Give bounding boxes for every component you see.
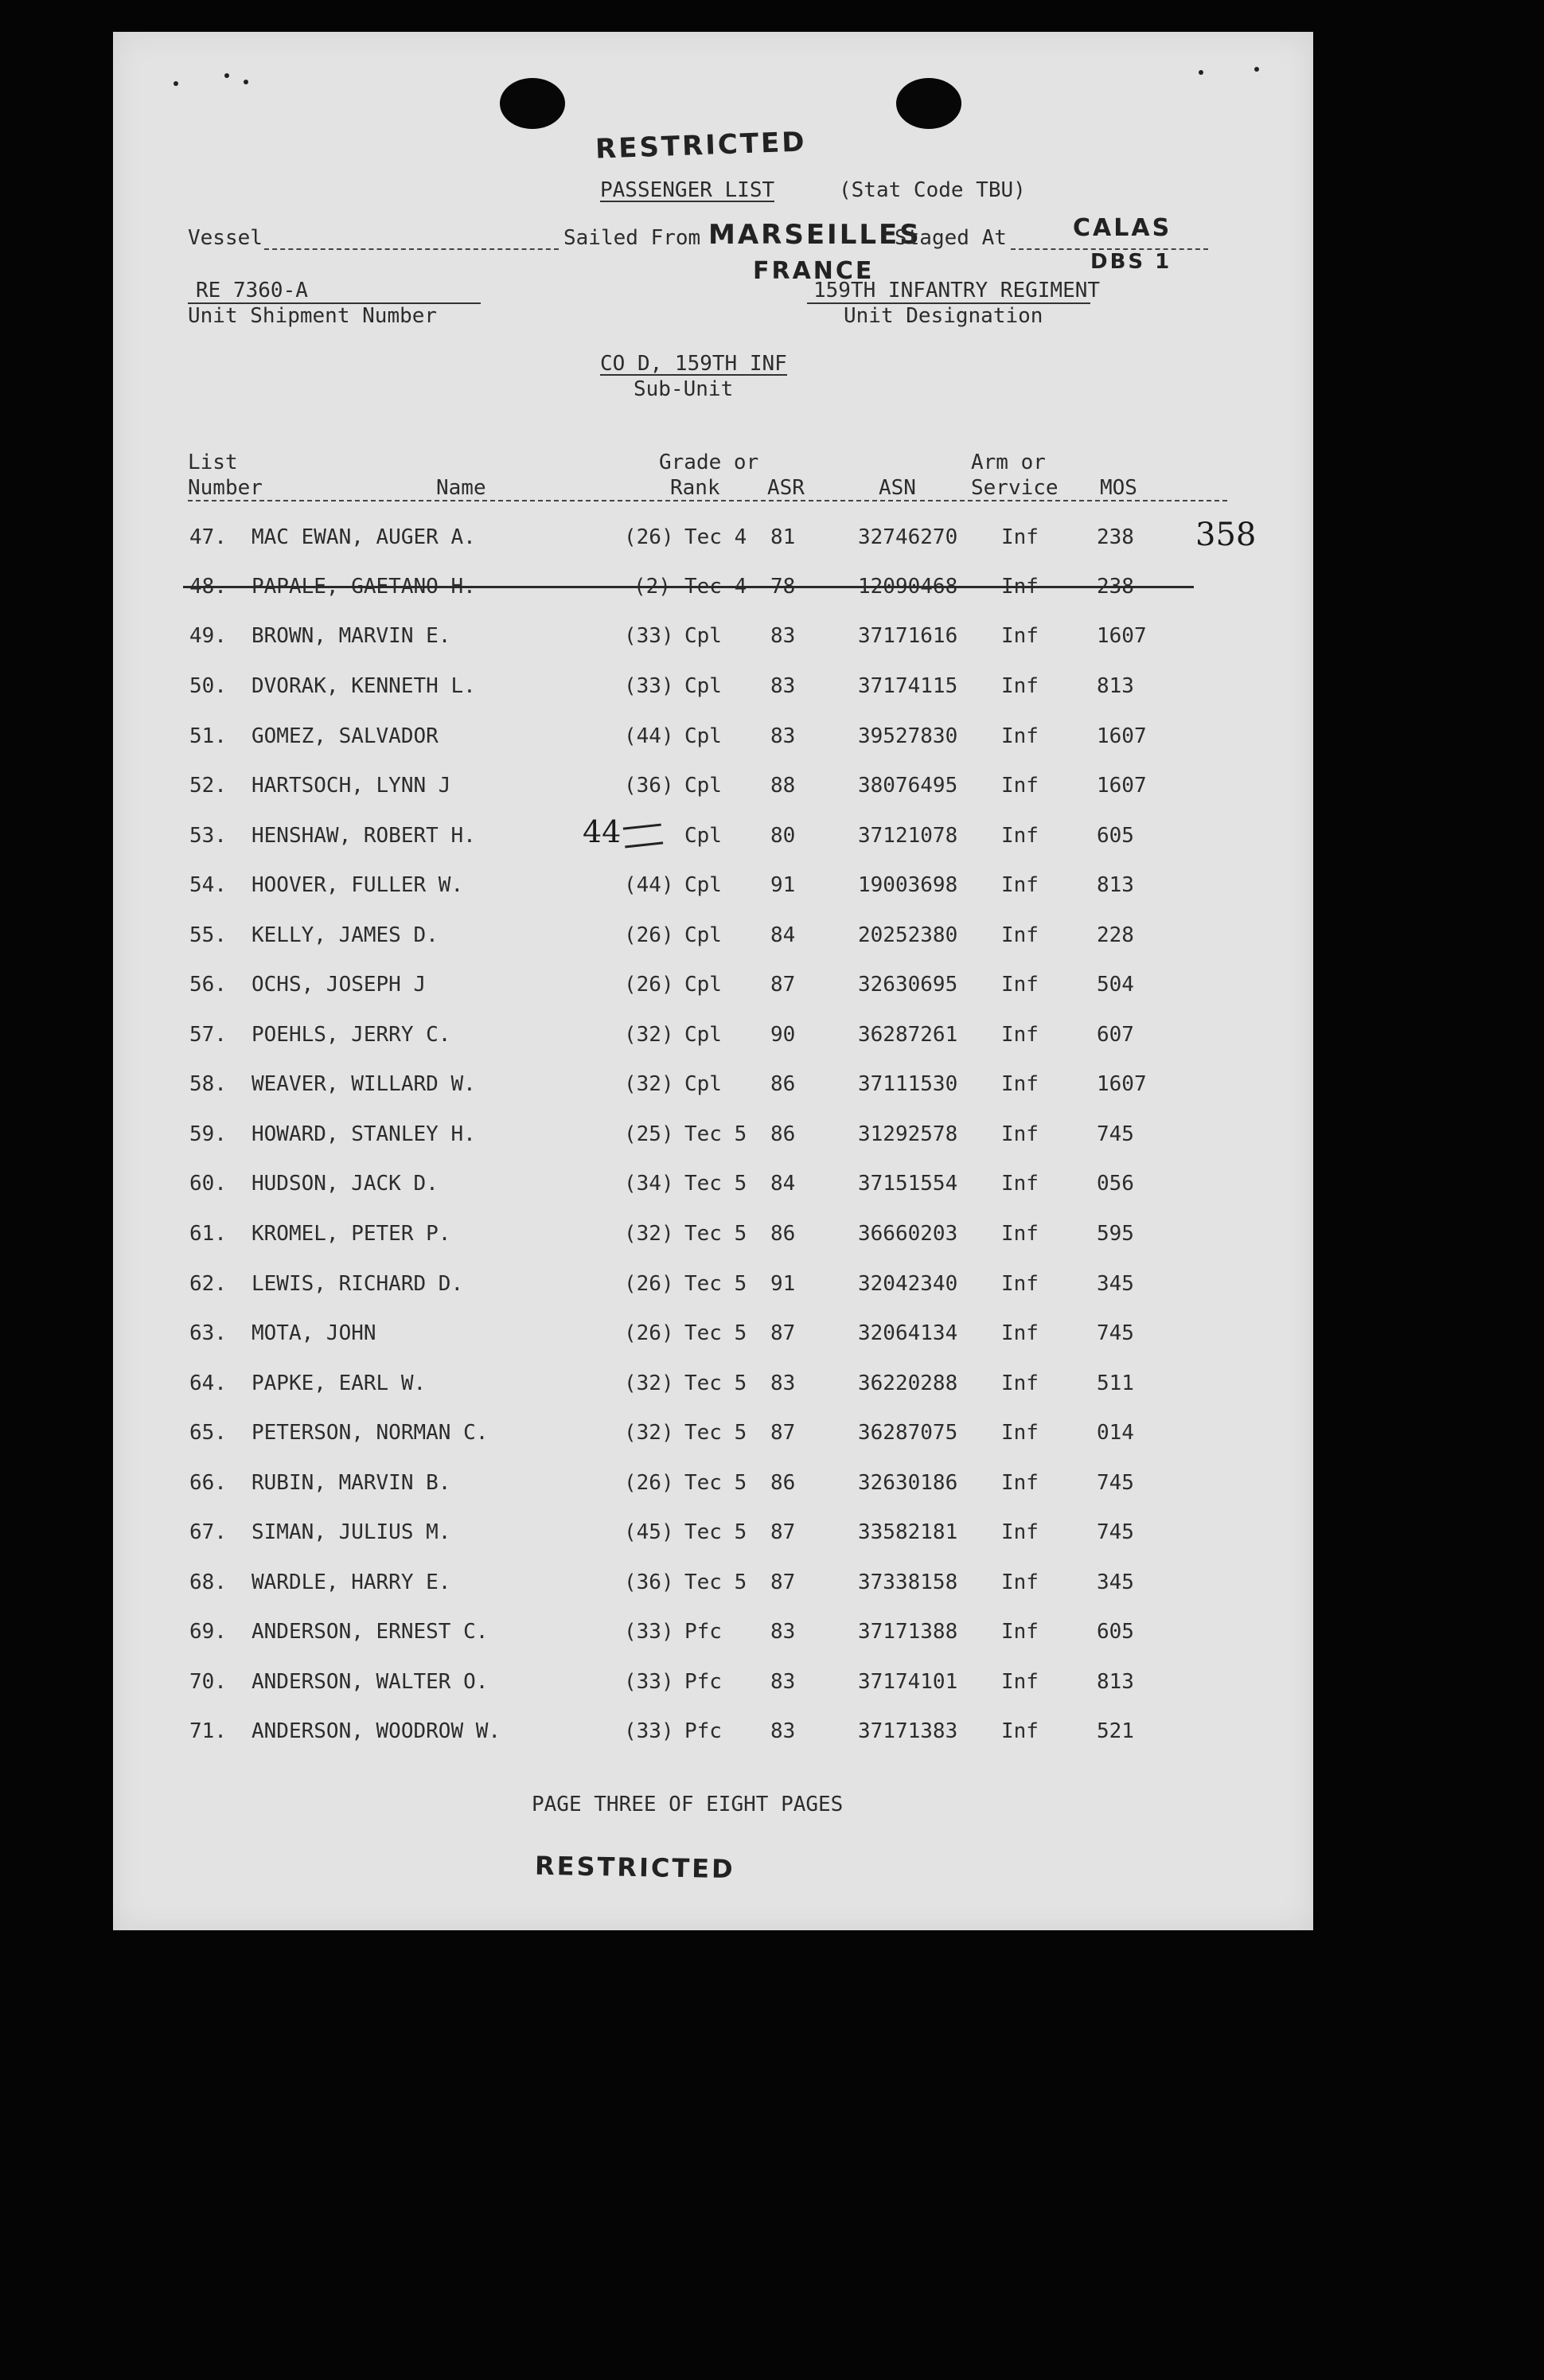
asr: 83 — [770, 674, 796, 698]
table-row-struck — [113, 575, 1313, 607]
asn: 32630695 — [858, 973, 958, 997]
stat-code: (Stat Code TBU) — [839, 178, 1026, 202]
grade: (26) — [624, 923, 674, 947]
list-number: 67. — [189, 1520, 227, 1544]
mos: 345 — [1097, 1272, 1134, 1296]
arm-or-service: Inf — [1001, 1520, 1039, 1544]
speck — [224, 73, 229, 78]
col-mos: MOS — [1100, 476, 1137, 500]
asr: 88 — [770, 774, 796, 798]
mos: 605 — [1097, 824, 1134, 848]
passenger-name: HUDSON, JACK D. — [251, 1172, 439, 1196]
table-row — [113, 674, 1313, 706]
mos: 813 — [1097, 1670, 1134, 1694]
asr: 78 — [770, 575, 796, 599]
rank: Tec 5 — [684, 1471, 747, 1495]
speck — [244, 80, 248, 84]
restricted-stamp-top: RESTRICTED — [595, 126, 808, 166]
list-number: 53. — [189, 824, 227, 848]
asr: 83 — [770, 1719, 796, 1743]
arm-or-service: Inf — [1001, 1620, 1039, 1644]
table-row — [113, 923, 1313, 955]
asr: 84 — [770, 1172, 796, 1196]
sub-unit-label: Sub-Unit — [634, 377, 734, 401]
grade: (26) — [624, 973, 674, 997]
passenger-name: ANDERSON, WOODROW W. — [251, 1719, 501, 1743]
sailed-from-label: Sailed From — [563, 226, 701, 250]
list-number: 70. — [189, 1670, 227, 1694]
arm-or-service: Inf — [1001, 1371, 1039, 1395]
mos: 605 — [1097, 1620, 1134, 1644]
asn: 32064134 — [858, 1321, 958, 1345]
table-row — [113, 1570, 1313, 1602]
table-row — [113, 1272, 1313, 1304]
table-row — [113, 724, 1313, 756]
passenger-name: GOMEZ, SALVADOR — [251, 724, 439, 748]
list-number: 64. — [189, 1371, 227, 1395]
table-row — [113, 1072, 1313, 1104]
mos: 504 — [1097, 973, 1134, 997]
asn: 37121078 — [858, 824, 958, 848]
grade: (33) — [624, 1670, 674, 1694]
table-row — [113, 774, 1313, 806]
asr: 83 — [770, 1620, 796, 1644]
punch-hole-left — [500, 78, 565, 129]
passenger-name: LEWIS, RICHARD D. — [251, 1272, 464, 1296]
mos: 595 — [1097, 1222, 1134, 1246]
list-number: 68. — [189, 1570, 227, 1594]
grade: (26) — [624, 1272, 674, 1296]
rank: Cpl — [684, 1072, 722, 1096]
table-row — [113, 525, 1313, 557]
mos: 745 — [1097, 1520, 1134, 1544]
asr: 87 — [770, 1520, 796, 1544]
mos: 228 — [1097, 923, 1134, 947]
grade: (32) — [624, 1023, 674, 1047]
rank: Cpl — [684, 973, 722, 997]
list-number: 56. — [189, 973, 227, 997]
passenger-name: ANDERSON, WALTER O. — [251, 1670, 489, 1694]
mos: 745 — [1097, 1321, 1134, 1345]
arm-or-service: Inf — [1001, 674, 1039, 698]
asr: 87 — [770, 1421, 796, 1445]
arm-or-service: Inf — [1001, 1172, 1039, 1196]
table-row — [113, 814, 1313, 856]
asn: 37174115 — [858, 674, 958, 698]
asn: 33582181 — [858, 1520, 958, 1544]
asn: 36287075 — [858, 1421, 958, 1445]
asn: 37171616 — [858, 624, 958, 648]
staged-at-stamp-2: DBS 1 — [1090, 250, 1172, 274]
col-asn: ASN — [879, 476, 916, 500]
header-rule — [188, 500, 1227, 501]
col-rank: Rank — [670, 476, 720, 500]
grade: (33) — [624, 1620, 674, 1644]
rank: Cpl — [684, 774, 722, 798]
passenger-name: RUBIN, MARVIN B. — [251, 1471, 451, 1495]
passenger-name: BROWN, MARVIN E. — [251, 624, 451, 648]
list-number: 62. — [189, 1272, 227, 1296]
document-page — [113, 32, 1313, 1930]
unit-designation-label: Unit Designation — [844, 304, 1043, 328]
grade: (44) — [624, 724, 674, 748]
passenger-name: WARDLE, HARRY E. — [251, 1570, 451, 1594]
arm-or-service: Inf — [1001, 1272, 1039, 1296]
grade: (33) — [624, 674, 674, 698]
table-row — [113, 1122, 1313, 1154]
asn: 37174101 — [858, 1670, 958, 1694]
col-grade-or: Grade or — [659, 451, 759, 474]
rank: Cpl — [684, 674, 722, 698]
arm-or-service: Inf — [1001, 923, 1039, 947]
mos: 511 — [1097, 1371, 1134, 1395]
staged-at-stamp: CALAS — [1073, 214, 1172, 242]
vessel-label: Vessel — [188, 226, 263, 250]
list-number: 59. — [189, 1122, 227, 1146]
grade: (26) — [624, 525, 674, 549]
asr: 86 — [770, 1122, 796, 1146]
asn: 39527830 — [858, 724, 958, 748]
asn: 36660203 — [858, 1222, 958, 1246]
sailed-from-stamp-country: FRANCE — [753, 257, 875, 285]
speck — [174, 81, 178, 86]
passenger-name: SIMAN, JULIUS M. — [251, 1520, 451, 1544]
asr: 80 — [770, 824, 796, 848]
arm-or-service: Inf — [1001, 724, 1039, 748]
asn: 19003698 — [858, 873, 958, 897]
col-arm-or: Arm or — [971, 451, 1046, 474]
grade: (45) — [624, 1520, 674, 1544]
grade: (25) — [624, 1122, 674, 1146]
punch-hole-right — [896, 78, 961, 129]
col-number: Number — [188, 476, 263, 500]
asr: 91 — [770, 1272, 796, 1296]
arm-or-service: Inf — [1001, 1072, 1039, 1096]
grade: (32) — [624, 1371, 674, 1395]
asr: 83 — [770, 1371, 796, 1395]
list-number: 50. — [189, 674, 227, 698]
asr: 86 — [770, 1471, 796, 1495]
grade: (36) — [624, 774, 674, 798]
list-number: 51. — [189, 724, 227, 748]
asn: 37171383 — [858, 1719, 958, 1743]
arm-or-service: Inf — [1001, 1471, 1039, 1495]
list-number: 54. — [189, 873, 227, 897]
col-list: List — [188, 451, 238, 474]
asn: 36220288 — [858, 1371, 958, 1395]
asr: 86 — [770, 1072, 796, 1096]
arm-or-service: Inf — [1001, 575, 1039, 599]
staged-at-label: Staged At — [895, 226, 1007, 250]
arm-or-service: Inf — [1001, 1421, 1039, 1445]
arm-or-service: Inf — [1001, 774, 1039, 798]
mos: 745 — [1097, 1471, 1134, 1495]
margin-number: 358 — [1195, 517, 1257, 553]
asn: 32042340 — [858, 1272, 958, 1296]
list-number: 52. — [189, 774, 227, 798]
table-row — [113, 1023, 1313, 1055]
col-name: Name — [436, 476, 486, 500]
unit-shipment-number: RE 7360-A — [196, 279, 308, 302]
asr: 87 — [770, 1570, 796, 1594]
rank: Tec 5 — [684, 1272, 747, 1296]
grade: (36) — [624, 1570, 674, 1594]
list-number: 63. — [189, 1321, 227, 1345]
table-row — [113, 1172, 1313, 1204]
mos: 745 — [1097, 1122, 1134, 1146]
asn: 37151554 — [858, 1172, 958, 1196]
asn: 37338158 — [858, 1570, 958, 1594]
col-service: Service — [971, 476, 1059, 500]
table-row — [113, 1371, 1313, 1403]
list-number: 48. — [189, 575, 227, 599]
passenger-name: POEHLS, JERRY C. — [251, 1023, 451, 1047]
grade-handwritten: 44 — [583, 814, 622, 849]
grade: (2) — [634, 575, 671, 599]
asr: 84 — [770, 923, 796, 947]
arm-or-service: Inf — [1001, 1570, 1039, 1594]
arm-or-service: Inf — [1001, 525, 1039, 549]
list-number: 69. — [189, 1620, 227, 1644]
mos: 238 — [1097, 575, 1134, 599]
passenger-name: MAC EWAN, AUGER A. — [251, 525, 476, 549]
list-number: 57. — [189, 1023, 227, 1047]
rank: Tec 5 — [684, 1421, 747, 1445]
rank: Pfc — [684, 1620, 722, 1644]
sailed-from-stamp: MARSEILLES — [708, 219, 922, 251]
list-number: 60. — [189, 1172, 227, 1196]
mos: 813 — [1097, 873, 1134, 897]
asn: 37171388 — [858, 1620, 958, 1644]
passenger-name: KELLY, JAMES D. — [251, 923, 439, 947]
table-row — [113, 624, 1313, 656]
table-row — [113, 1719, 1313, 1751]
asn: 37111530 — [858, 1072, 958, 1096]
col-asr: ASR — [767, 476, 805, 500]
passenger-name: HOWARD, STANLEY H. — [251, 1122, 476, 1146]
rank: Pfc — [684, 1670, 722, 1694]
arm-or-service: Inf — [1001, 873, 1039, 897]
table-row — [113, 973, 1313, 1005]
passenger-name: HOOVER, FULLER W. — [251, 873, 464, 897]
mos: 014 — [1097, 1421, 1134, 1445]
arm-or-service: Inf — [1001, 824, 1039, 848]
grade: (32) — [624, 1421, 674, 1445]
speck — [1254, 67, 1259, 72]
page-indicator: PAGE THREE OF EIGHT PAGES — [532, 1793, 844, 1816]
asn: 32630186 — [858, 1471, 958, 1495]
vessel-blank — [264, 248, 559, 250]
passenger-name: HENSHAW, ROBERT H. — [251, 824, 476, 848]
arm-or-service: Inf — [1001, 624, 1039, 648]
sub-unit: CO D, 159TH INF — [600, 352, 787, 376]
table-row — [113, 1620, 1313, 1652]
rank: Tec 5 — [684, 1570, 747, 1594]
list-number: 47. — [189, 525, 227, 549]
rank: Pfc — [684, 1719, 722, 1743]
rank: Tec 5 — [684, 1122, 747, 1146]
rank: Cpl — [684, 624, 722, 648]
passenger-name: WEAVER, WILLARD W. — [251, 1072, 476, 1096]
list-number: 71. — [189, 1719, 227, 1743]
mos: 056 — [1097, 1172, 1134, 1196]
arm-or-service: Inf — [1001, 1222, 1039, 1246]
rank: Cpl — [684, 873, 722, 897]
table-row — [113, 1670, 1313, 1702]
list-number: 61. — [189, 1222, 227, 1246]
table-row — [113, 1222, 1313, 1254]
mos: 607 — [1097, 1023, 1134, 1047]
rank: Cpl — [684, 1023, 722, 1047]
arm-or-service: Inf — [1001, 1321, 1039, 1345]
table-row — [113, 873, 1313, 905]
rank: Tec 4 — [684, 575, 747, 599]
rank: Tec 4 — [684, 525, 747, 549]
grade: (33) — [624, 624, 674, 648]
list-number: 65. — [189, 1421, 227, 1445]
table-row — [113, 1321, 1313, 1353]
passenger-name: DVORAK, KENNETH L. — [251, 674, 476, 698]
grade: (32) — [624, 1222, 674, 1246]
arm-or-service: Inf — [1001, 1719, 1039, 1743]
rank: Tec 5 — [684, 1321, 747, 1345]
mos: 1607 — [1097, 724, 1147, 748]
passenger-name: KROMEL, PETER P. — [251, 1222, 451, 1246]
rank: Cpl — [684, 923, 722, 947]
grade: (44) — [624, 873, 674, 897]
passenger-name: ANDERSON, ERNEST C. — [251, 1620, 489, 1644]
passenger-name: PAPALE, GAETANO H. — [251, 575, 476, 599]
mos: 1607 — [1097, 774, 1147, 798]
table-row — [113, 1520, 1313, 1552]
passenger-name: OCHS, JOSEPH J — [251, 973, 427, 997]
speck — [1199, 70, 1203, 75]
arm-or-service: Inf — [1001, 1023, 1039, 1047]
asn: 38076495 — [858, 774, 958, 798]
passenger-name: HARTSOCH, LYNN J — [251, 774, 451, 798]
grade: (33) — [624, 1719, 674, 1743]
scribble-mark — [623, 824, 663, 849]
rank: Tec 5 — [684, 1371, 747, 1395]
mos: 345 — [1097, 1570, 1134, 1594]
rank: Cpl — [684, 724, 722, 748]
restricted-stamp-bottom: RESTRICTED — [534, 1850, 735, 1885]
list-number: 66. — [189, 1471, 227, 1495]
arm-or-service: Inf — [1001, 1122, 1039, 1146]
grade: (26) — [624, 1471, 674, 1495]
asn: 32746270 — [858, 525, 958, 549]
asr: 81 — [770, 525, 796, 549]
mos: 1607 — [1097, 624, 1147, 648]
unit-shipment-label: Unit Shipment Number — [188, 304, 438, 328]
passenger-name: PETERSON, NORMAN C. — [251, 1421, 489, 1445]
asn: 36287261 — [858, 1023, 958, 1047]
document-title: PASSENGER LIST — [600, 178, 775, 202]
rank: Tec 5 — [684, 1172, 747, 1196]
table-row — [113, 1421, 1313, 1453]
mos: 1607 — [1097, 1072, 1147, 1096]
asn: 12090468 — [858, 575, 958, 599]
grade: (32) — [624, 1072, 674, 1096]
list-number: 49. — [189, 624, 227, 648]
rank: Tec 5 — [684, 1222, 747, 1246]
asn: 20252380 — [858, 923, 958, 947]
asr: 91 — [770, 873, 796, 897]
grade: (26) — [624, 1321, 674, 1345]
arm-or-service: Inf — [1001, 973, 1039, 997]
table-row — [113, 1471, 1313, 1503]
asr: 83 — [770, 624, 796, 648]
rank: Tec 5 — [684, 1520, 747, 1544]
unit-designation: 159TH INFANTRY REGIMENT — [813, 279, 1101, 302]
asr: 86 — [770, 1222, 796, 1246]
mos: 521 — [1097, 1719, 1134, 1743]
rank: Cpl — [684, 824, 722, 848]
passenger-name: MOTA, JOHN — [251, 1321, 376, 1345]
arm-or-service: Inf — [1001, 1670, 1039, 1694]
asr: 87 — [770, 1321, 796, 1345]
list-number: 58. — [189, 1072, 227, 1096]
passenger-name: PAPKE, EARL W. — [251, 1371, 427, 1395]
grade: (34) — [624, 1172, 674, 1196]
asr: 83 — [770, 1670, 796, 1694]
asr: 87 — [770, 973, 796, 997]
asn: 31292578 — [858, 1122, 958, 1146]
asr: 90 — [770, 1023, 796, 1047]
mos: 813 — [1097, 674, 1134, 698]
list-number: 55. — [189, 923, 227, 947]
asr: 83 — [770, 724, 796, 748]
mos: 238 — [1097, 525, 1134, 549]
